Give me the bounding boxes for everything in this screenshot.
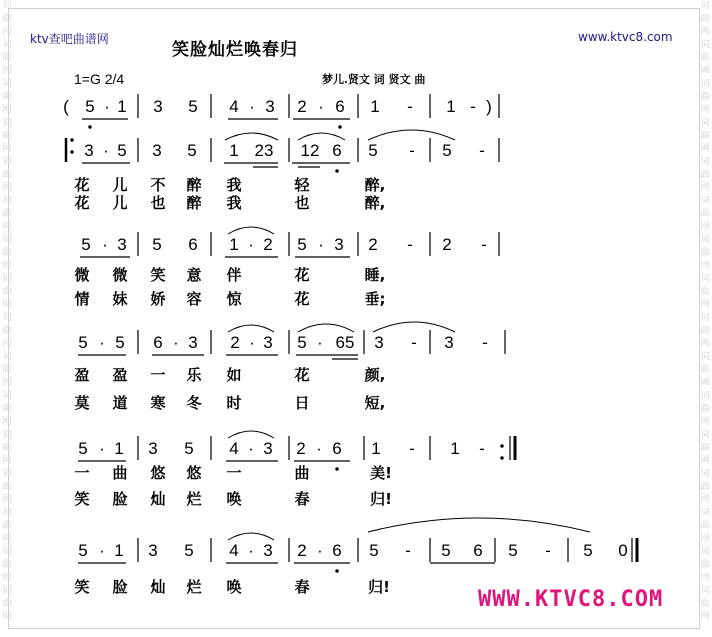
- watermark-char: 网: [700, 222, 710, 232]
- watermark-char: 曲: [700, 287, 710, 297]
- note-symbol: -: [545, 541, 551, 560]
- watermark-char: 曲: [700, 92, 710, 102]
- watermark-char: 词: [2, 547, 12, 557]
- watermark-char: 网: [700, 183, 710, 193]
- watermark-char: 网: [2, 66, 12, 76]
- lyric-char: 曲: [112, 464, 128, 482]
- note-symbol: 23: [254, 141, 274, 160]
- watermark-char: 网: [2, 222, 12, 232]
- watermark-char: 词: [2, 430, 12, 440]
- note-symbol: 6: [332, 541, 342, 560]
- note-symbol: 6: [332, 439, 342, 458]
- lyric-char: 儿: [112, 176, 128, 194]
- watermark-char: 词: [2, 1, 12, 11]
- watermark-char: 词: [700, 469, 710, 479]
- lyric-char: 一: [150, 366, 166, 384]
- watermark-char: 网: [700, 144, 710, 154]
- note-symbol: 1: [117, 97, 127, 116]
- note-symbol: ·: [102, 235, 108, 254]
- octave-dot: [338, 125, 341, 128]
- lyric-char: 轻: [294, 176, 310, 194]
- watermark-char: 词: [2, 40, 12, 50]
- watermark-char: 词: [2, 79, 12, 89]
- note-symbol: -: [481, 235, 487, 254]
- watermark-char: 网: [2, 300, 12, 310]
- note-symbol: 3: [117, 235, 127, 254]
- watermark-char: 词: [2, 352, 12, 362]
- note-symbol: 3: [374, 333, 384, 352]
- watermark-char: 曲: [700, 14, 710, 24]
- brand-watermark[interactable]: WWW.KTVC8.COM: [478, 587, 664, 612]
- lyric-char: 醉,: [364, 194, 386, 212]
- lyric-char: 微: [74, 266, 90, 284]
- watermark-char: 曲: [2, 365, 12, 375]
- note-symbol: 5: [297, 333, 307, 352]
- watermark-char: 网: [700, 612, 710, 622]
- note-symbol: 5: [187, 141, 197, 160]
- lyric-char: 一: [74, 464, 90, 482]
- note-symbol: 1: [114, 541, 124, 560]
- note-symbol: 5: [184, 541, 194, 560]
- watermark-char: 曲: [700, 404, 710, 414]
- note-symbol: ): [486, 97, 492, 116]
- note-symbol: -: [470, 97, 476, 116]
- note-symbol: 3: [444, 333, 454, 352]
- lyric-char: 日: [294, 394, 310, 412]
- lyric-char: 寒: [150, 394, 166, 412]
- note-symbol: -: [482, 333, 488, 352]
- watermark-char: 词: [2, 118, 12, 128]
- lyric-char: 短,: [364, 394, 386, 412]
- note-symbol: 5: [442, 141, 452, 160]
- watermark-char: 曲: [2, 53, 12, 63]
- note-symbol: 1: [450, 439, 460, 458]
- note-symbol: ·: [99, 333, 105, 352]
- note-symbol: 65: [335, 333, 355, 352]
- watermark-char: 曲: [2, 326, 12, 336]
- lyric-char: 妹: [112, 290, 128, 308]
- watermark-char: 曲: [2, 599, 12, 609]
- lyric-char: 盈: [74, 366, 90, 384]
- repeat-dot: [70, 150, 73, 153]
- note-symbol: -: [405, 541, 411, 560]
- note-symbol: 1: [114, 439, 124, 458]
- lyric-char: 美!: [370, 464, 392, 482]
- lyric-char: 春: [294, 490, 310, 508]
- slur: [228, 227, 274, 234]
- lyric-char: 花: [294, 290, 310, 308]
- watermark-char: 网: [700, 417, 710, 427]
- slur: [228, 325, 274, 332]
- note-symbol: 4: [229, 439, 239, 458]
- watermark-char: 词: [2, 586, 12, 596]
- lyric-char: 儿: [112, 194, 128, 212]
- note-symbol: 3: [334, 235, 344, 254]
- watermark-char: 网: [2, 261, 12, 271]
- watermark-char: 词: [2, 313, 12, 323]
- note-symbol: -: [411, 333, 417, 352]
- watermark-char: 词: [2, 508, 12, 518]
- octave-dot: [88, 125, 91, 128]
- watermark-char: 曲: [2, 560, 12, 570]
- note-symbol: 5: [508, 541, 518, 560]
- note-symbol: 5: [441, 541, 451, 560]
- note-symbol: ·: [316, 439, 322, 458]
- repeat-dot: [500, 456, 503, 459]
- site-url-right[interactable]: www.ktvc8.com: [578, 30, 673, 44]
- note-symbol: 5: [369, 541, 379, 560]
- note-symbol: -: [409, 439, 415, 458]
- watermark-char: 网: [700, 378, 710, 388]
- note-symbol: ·: [173, 333, 179, 352]
- slur: [225, 133, 278, 140]
- lyric-char: 烂: [186, 490, 202, 508]
- lyric-char: 我: [226, 176, 242, 194]
- note-symbol: 5: [81, 235, 91, 254]
- watermark-char: 网: [700, 495, 710, 505]
- watermark-char: 曲: [700, 131, 710, 141]
- lyric-char: 伴: [226, 266, 242, 284]
- watermark-char: 曲: [2, 14, 12, 24]
- slur: [373, 322, 455, 332]
- watermark-char: 词: [700, 40, 710, 50]
- watermark-char: 词: [700, 430, 710, 440]
- watermark-char: 曲: [2, 521, 12, 531]
- watermark-char: 曲: [700, 482, 710, 492]
- lyric-char: 醉: [186, 176, 202, 194]
- note-symbol: 6: [188, 235, 198, 254]
- lyric-char: 花: [294, 366, 310, 384]
- lyric-char: 一: [226, 464, 242, 482]
- note-symbol: 2: [263, 235, 273, 254]
- note-symbol: 12: [300, 141, 320, 160]
- octave-dot: [335, 569, 338, 572]
- lyric-char: 脸: [112, 578, 128, 596]
- key-signature: 1=G 2/4: [74, 71, 125, 87]
- watermark-char: 网: [2, 144, 12, 154]
- watermark-char: 曲: [2, 482, 12, 492]
- note-symbol: 1: [371, 439, 381, 458]
- watermark-char: 曲: [700, 209, 710, 219]
- lyric-char: 花: [294, 266, 310, 284]
- watermark-char: 曲: [2, 209, 12, 219]
- watermark-char: 曲: [2, 170, 12, 180]
- lyric-char: 笑: [74, 578, 90, 596]
- note-symbol: 1: [370, 97, 380, 116]
- lyric-char: 笑: [74, 490, 90, 508]
- watermark-char: 曲: [700, 326, 710, 336]
- lyric-char: 颜,: [364, 366, 386, 384]
- note-symbol: ·: [248, 235, 254, 254]
- watermark-char: 词: [700, 1, 710, 11]
- note-symbol: 5: [78, 541, 88, 560]
- lyric-char: 悠: [186, 464, 202, 482]
- lyric-char: 时: [226, 394, 242, 412]
- lyric-char: 灿: [150, 490, 166, 508]
- note-symbol: ·: [318, 97, 324, 116]
- slur: [298, 133, 345, 140]
- note-symbol: 2: [297, 541, 307, 560]
- credits: 梦儿.贤文 词 贤文 曲: [322, 73, 426, 86]
- note-symbol: ·: [249, 333, 255, 352]
- note-symbol: 2: [368, 235, 378, 254]
- lyric-char: 归!: [368, 578, 390, 596]
- note-symbol: 4: [229, 97, 239, 116]
- note-symbol: 3: [263, 439, 273, 458]
- watermark-char: 曲: [700, 53, 710, 63]
- note-symbol: ·: [103, 141, 109, 160]
- lyric-char: 情: [74, 290, 90, 308]
- note-symbol: 1: [229, 141, 239, 160]
- note-symbol: 3: [152, 141, 162, 160]
- lyric-char: 悠: [150, 464, 166, 482]
- lyric-char: 花: [74, 176, 90, 194]
- repeat-dot: [500, 444, 503, 447]
- note-symbol: 3: [265, 97, 275, 116]
- lyric-char: 曲: [294, 464, 310, 482]
- octave-dot: [335, 169, 338, 172]
- watermark-char: 网: [700, 105, 710, 115]
- lyric-char: 容: [186, 290, 202, 308]
- note-symbol: 5: [368, 141, 378, 160]
- watermark-char: 网: [2, 495, 12, 505]
- watermark-char: 网: [2, 417, 12, 427]
- watermark-char: 词: [2, 274, 12, 284]
- watermark-char: 曲: [700, 599, 710, 609]
- lyric-char: 惊: [226, 290, 242, 308]
- slur: [368, 130, 455, 140]
- watermark-char: 网: [700, 27, 710, 37]
- watermark-char: 曲: [2, 443, 12, 453]
- note-symbol: -: [479, 141, 485, 160]
- note-symbol: 5: [188, 97, 198, 116]
- lyric-char: 睡,: [364, 266, 386, 284]
- watermark-char: 词: [700, 313, 710, 323]
- watermark-char: 曲: [700, 170, 710, 180]
- note-symbol: 2: [296, 439, 306, 458]
- watermark-char: 词: [700, 508, 710, 518]
- watermark-char: 词: [700, 586, 710, 596]
- watermark-char: 曲: [2, 248, 12, 258]
- lyric-char: 也: [294, 194, 310, 212]
- watermark-char: 曲: [2, 404, 12, 414]
- watermark-char: 网: [700, 300, 710, 310]
- watermark-char: 网: [2, 456, 12, 466]
- note-symbol: 5: [85, 97, 95, 116]
- note-symbol: 6: [332, 141, 342, 160]
- watermark-char: 词: [700, 157, 710, 167]
- watermark-char: 词: [2, 235, 12, 245]
- octave-dot: [335, 467, 338, 470]
- note-symbol: ·: [104, 97, 110, 116]
- note-symbol: 5: [152, 235, 162, 254]
- note-symbol: -: [479, 439, 485, 458]
- note-symbol: 3: [263, 333, 273, 352]
- watermark-char: 网: [700, 66, 710, 76]
- watermark-char: 网: [2, 27, 12, 37]
- watermark-char: 曲: [700, 560, 710, 570]
- slur: [228, 533, 274, 540]
- note-symbol: 6: [335, 97, 345, 116]
- watermark-char: 曲: [700, 443, 710, 453]
- lyric-char: 唤: [226, 578, 242, 596]
- note-symbol: ·: [317, 541, 323, 560]
- note-symbol: 3: [148, 439, 158, 458]
- note-symbol: ·: [248, 541, 254, 560]
- watermark-char: 曲: [700, 365, 710, 375]
- note-symbol: 0: [618, 541, 628, 560]
- lyric-char: 笑: [150, 266, 166, 284]
- watermark-char: 词: [700, 274, 710, 284]
- watermark-char: 网: [700, 456, 710, 466]
- note-symbol: 5: [78, 439, 88, 458]
- note-symbol: 1: [446, 97, 456, 116]
- note-symbol: 3: [263, 541, 273, 560]
- watermark-char: 网: [2, 612, 12, 622]
- note-symbol: 5: [583, 541, 593, 560]
- watermark-char: 曲: [2, 92, 12, 102]
- lyric-char: 醉,: [364, 176, 386, 194]
- note-symbol: -: [407, 235, 413, 254]
- lyric-char: 垂;: [364, 290, 386, 308]
- watermark-char: 词: [700, 235, 710, 245]
- lyric-char: 也: [150, 194, 166, 212]
- note-symbol: -: [407, 97, 413, 116]
- note-symbol: ·: [248, 439, 254, 458]
- lyric-char: 脸: [112, 490, 128, 508]
- lyric-char: 花: [74, 194, 90, 212]
- note-symbol: 3: [188, 333, 198, 352]
- note-symbol: 3: [148, 541, 158, 560]
- slur: [298, 324, 354, 332]
- lyric-char: 冬: [186, 394, 202, 412]
- lyric-char: 归!: [370, 490, 392, 508]
- slur: [368, 518, 590, 532]
- watermark-char: 网: [700, 573, 710, 583]
- note-symbol: 5: [184, 439, 194, 458]
- watermark-char: 词: [700, 547, 710, 557]
- site-name-left[interactable]: ktv查吧曲谱网: [30, 32, 109, 46]
- lyric-char: 莫: [74, 394, 90, 412]
- watermark-char: 词: [700, 118, 710, 128]
- note-symbol: ·: [249, 97, 255, 116]
- watermark-char: 词: [2, 196, 12, 206]
- note-symbol: 5: [117, 141, 127, 160]
- note-symbol: 2: [230, 333, 240, 352]
- note-symbol: 5: [297, 235, 307, 254]
- watermark-char: 网: [700, 261, 710, 271]
- note-symbol: 3: [153, 97, 163, 116]
- note-symbol: ·: [318, 235, 324, 254]
- watermark-char: 网: [2, 339, 12, 349]
- note-symbol: ·: [317, 333, 323, 352]
- note-symbol: ·: [99, 541, 105, 560]
- lyric-char: 灿: [150, 578, 166, 596]
- lyric-char: 我: [226, 194, 242, 212]
- note-symbol: 3: [84, 141, 94, 160]
- lyric-char: 唤: [226, 490, 242, 508]
- note-symbol: 2: [297, 97, 307, 116]
- note-symbol: 5: [78, 333, 88, 352]
- lyric-char: 乐: [186, 366, 202, 384]
- watermark-char: 网: [2, 378, 12, 388]
- note-symbol: 2: [442, 235, 452, 254]
- watermark-char: 网: [2, 534, 12, 544]
- note-symbol: 6: [153, 333, 163, 352]
- note-symbol: (: [63, 97, 69, 116]
- song-title: 笑脸灿烂唤春归: [172, 40, 298, 60]
- watermark-char: 网: [700, 339, 710, 349]
- lyric-char: 道: [112, 394, 128, 412]
- watermark-char: 曲: [700, 248, 710, 258]
- note-symbol: ·: [99, 439, 105, 458]
- watermark-char: 词: [700, 79, 710, 89]
- watermark-char: 网: [700, 534, 710, 544]
- lyric-char: 微: [112, 266, 128, 284]
- watermark-char: 词: [2, 391, 12, 401]
- watermark-char: 网: [2, 105, 12, 115]
- repeat-dot: [70, 138, 73, 141]
- lyric-char: 春: [294, 578, 310, 596]
- watermark-char: 曲: [2, 131, 12, 141]
- watermark-char: 词: [2, 469, 12, 479]
- watermark-char: 词: [700, 391, 710, 401]
- lyric-char: 烂: [186, 578, 202, 596]
- note-symbol: -: [409, 141, 415, 160]
- note-symbol: 6: [473, 541, 483, 560]
- watermark-char: 网: [2, 183, 12, 193]
- watermark-char: 曲: [700, 521, 710, 531]
- lyric-char: 如: [226, 366, 242, 384]
- lyric-char: 醉: [186, 194, 202, 212]
- watermark-char: 词: [700, 196, 710, 206]
- note-symbol: 1: [229, 235, 239, 254]
- lyric-char: 娇: [150, 290, 166, 308]
- watermark-char: 曲: [2, 287, 12, 297]
- watermark-char: 词: [2, 157, 12, 167]
- watermark-char: 词: [700, 352, 710, 362]
- note-symbol: 5: [115, 333, 125, 352]
- lyric-char: 意: [186, 266, 202, 284]
- slur: [228, 431, 274, 438]
- lyric-char: 盈: [112, 366, 128, 384]
- lyric-char: 不: [150, 176, 166, 194]
- note-symbol: 4: [229, 541, 239, 560]
- watermark-char: 网: [2, 573, 12, 583]
